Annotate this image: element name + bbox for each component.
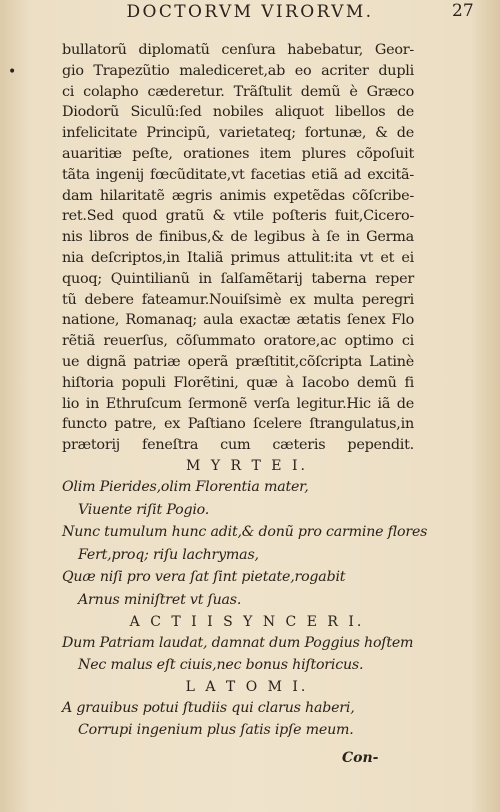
- verse-line: Nec malus eſt ciuis,nec bonus hiſtoricus.: [78, 657, 364, 674]
- poem-title: L A T O M I.: [185, 678, 309, 695]
- prose-line: dam hilaritatẽ ægris animis expetẽdas cõſcribe-: [62, 187, 414, 204]
- verse-line: Dum Patriam laudat, damnat dum Poggius hoſtem: [62, 634, 414, 651]
- prose-line: functo patre, ex Paſtiano ſcelere ſtrangulatus,in: [62, 416, 414, 433]
- verse-line: Corrupi ingenium plus ſatis ipſe meum.: [78, 722, 354, 739]
- verse-line: Nunc tumulum hunc adit,& donũ pro carmine flores: [62, 524, 428, 541]
- poem-title: A C T I I S Y N C E R I.: [129, 613, 365, 630]
- prose-line: ue dignã patriæ operã præſtitit,cõſcripta Latinè: [62, 353, 414, 370]
- prose-line: ret.Sed quod gratũ & vtile poſteris fuit,Cicero-: [62, 208, 414, 225]
- running-title: DOCTORVM VIRORVM.: [126, 2, 374, 22]
- prose-line: prætorij feneſtra cum cæteris pependit.: [62, 437, 414, 454]
- prose-line: Diodorũ Siculũ:ſed nobiles aliquot libellos de: [62, 104, 414, 121]
- verse-line: A grauibus potui ſtudiis qui clarus haberi,: [62, 699, 355, 716]
- text-block: [62, 40, 428, 742]
- prose-line: natione, Romanaq; aula exactæ ætatis ſenex Flo: [62, 312, 414, 329]
- prose-line: ci colapho cæderetur. Trãſtulit demũ è Græco: [62, 83, 414, 100]
- prose-line: tũ debere fateamur.Nouiſsimè ex multa peregri: [62, 291, 414, 308]
- page-number: 27: [452, 1, 474, 21]
- prose-line: infelicitate Principũ, varietateq; fortunæ, & de: [62, 125, 414, 142]
- prose-paragraph: [62, 40, 414, 456]
- prose-line: quoq; Quintilianũ in ſalſamẽtarij taberna reper: [62, 270, 414, 287]
- verse-line: Viuente riſit Pogio.: [78, 501, 210, 518]
- prose-line: nis libros de finibus,& de legibus à ſe in Germa: [62, 229, 414, 246]
- verse-line: Fert,proq; riſu lachrymas,: [78, 546, 259, 563]
- prose-line: rẽtiã reuerſus, cõſummato oratore,ac optimo ci: [62, 333, 414, 350]
- poem-title: M Y R T E I.: [186, 457, 308, 474]
- prose-line: gio Trapezũtio malediceret,ab eo acriter dupli: [62, 62, 414, 79]
- prose-line: nia deſcriptos,in Italiã primus attulit:ita vt et ei: [62, 249, 414, 266]
- prose-line: tãta ingenij fœcũditate,vt facetias etiã ad excitã-: [62, 166, 414, 183]
- catchword: Con-: [342, 750, 379, 766]
- epitaphs: [62, 456, 428, 742]
- prose-line: bullatorũ diplomatũ cenſura habebatur, Geor-: [62, 42, 414, 58]
- verse-line: Olim Pierides,olim Florentia mater,: [62, 478, 309, 495]
- verse-line: Arnus miniſtret vt ſuas.: [78, 591, 242, 608]
- prose-line: auaritiæ peſte, orationes item plures cõpoſuit: [62, 145, 414, 162]
- prose-line: lio in Ethruſcum ſermonẽ verſa legitur.Hic iã de: [62, 395, 414, 412]
- verse-line: Quæ niſi pro vera ſat ſint pietate,rogabit: [62, 569, 346, 586]
- margin-mark: •: [8, 64, 17, 80]
- prose-line: hiſtoria populi Florẽtini, quæ à Iacobo demũ fi: [62, 374, 414, 391]
